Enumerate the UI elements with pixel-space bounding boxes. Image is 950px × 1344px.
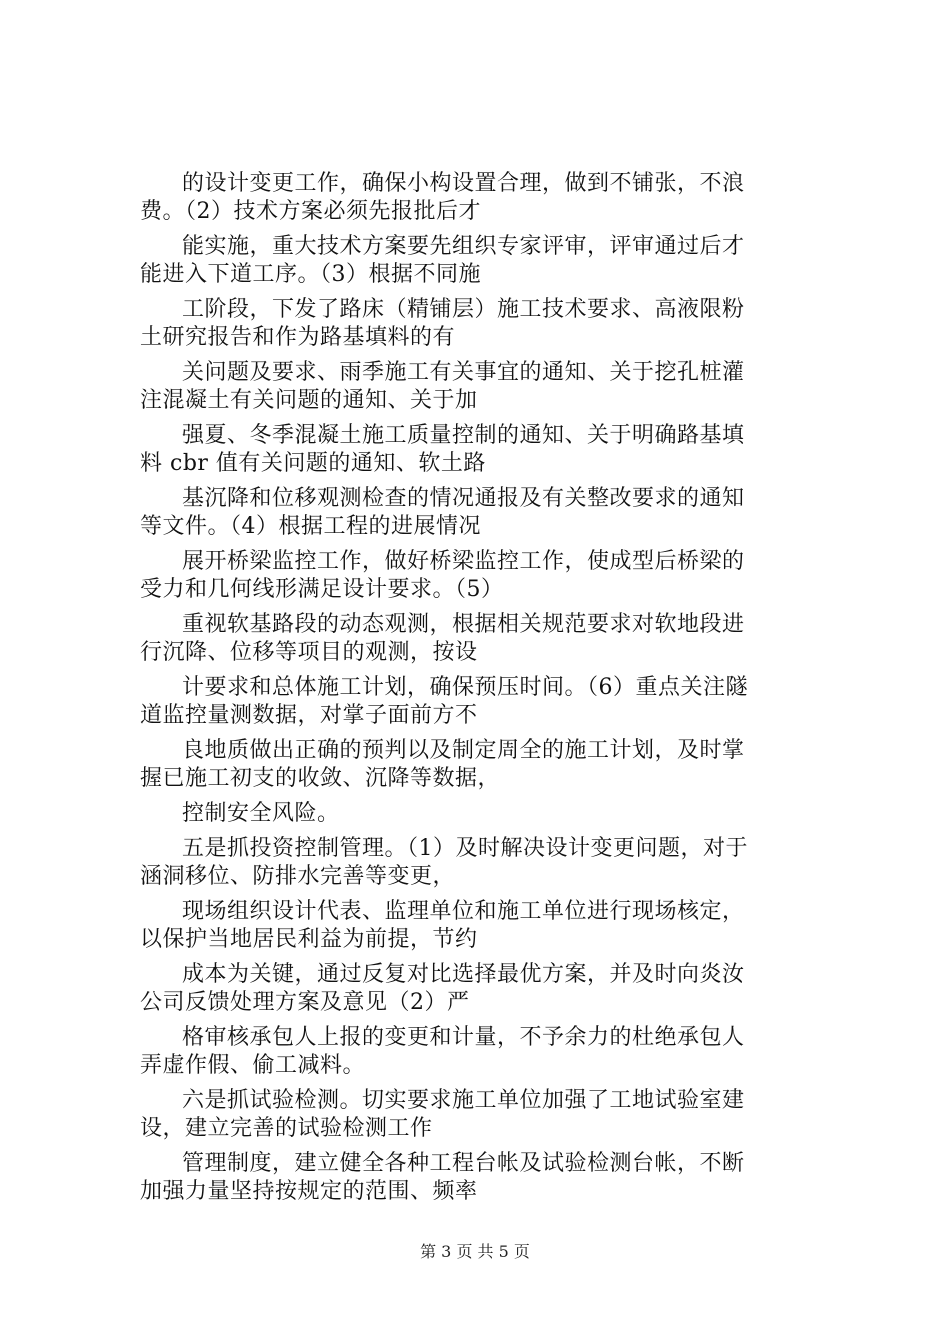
text-line: 控制安全风险。 xyxy=(182,801,340,826)
text-line: 以保护当地居民利益为前提，节约 xyxy=(140,927,478,952)
text-line: 涵洞移位、防排水完善等变更， xyxy=(140,864,456,889)
text-line: 计要求和总体施工计划，确保预压时间。（6）重点关注隧 xyxy=(182,675,748,700)
text-line: 弄虚作假、偷工减料。 xyxy=(140,1053,366,1078)
text-line: 管理制度，建立健全各种工程台帐及试验检测台帐，不断 xyxy=(182,1151,745,1176)
text-line: 强夏、冬季混凝土施工质量控制的通知、关于明确路基填 xyxy=(182,423,745,448)
text-line: 等文件。（4）根据工程的进展情况 xyxy=(140,514,481,539)
page-number-footer: 第 3 页 共 5 页 xyxy=(420,1242,530,1261)
text-line: 能进入下道工序。（3）根据不同施 xyxy=(140,262,481,287)
text-line: 重视软基路段的动态观测，根据相关规范要求对软地段进 xyxy=(182,612,745,637)
text-line: 料 cbr 值有关问题的通知、软土路 xyxy=(140,451,486,476)
text-line: 设，建立完善的试验检测工作 xyxy=(140,1116,433,1141)
text-line: 展开桥梁监控工作，做好桥梁监控工作，使成型后桥梁的 xyxy=(182,549,745,574)
text-line: 格审核承包人上报的变更和计量，不予余力的杜绝承包人 xyxy=(182,1025,745,1050)
text-line: 的设计变更工作，确保小构设置合理，做到不铺张，不浪 xyxy=(182,171,745,196)
text-line: 能实施，重大技术方案要先组织专家评审，评审通过后才 xyxy=(182,234,745,259)
document-body xyxy=(140,170,840,1206)
text-line: 土研究报告和作为路基填料的有 xyxy=(140,325,456,350)
text-line: 六是抓试验检测。切实要求施工单位加强了工地试验室建 xyxy=(182,1088,745,1113)
text-line: 现场组织设计代表、监理单位和施工单位进行现场核定， xyxy=(182,899,745,924)
text-line: 握已施工初支的收敛、沉降等数据， xyxy=(140,766,501,791)
text-line: 良地质做出正确的预判以及制定周全的施工计划，及时掌 xyxy=(182,738,745,763)
text-line: 公司反馈处理方案及意见（2）严 xyxy=(140,990,470,1015)
text-line: 注混凝土有关问题的通知、关于加 xyxy=(140,388,478,413)
text-line: 成本为关键，通过反复对比选择最优方案，并及时向炎汝 xyxy=(182,962,745,987)
text-line: 行沉降、位移等项目的观测，按设 xyxy=(140,640,478,665)
text-line: 基沉降和位移观测检查的情况通报及有关整改要求的通知 xyxy=(182,486,745,511)
text-line: 道监控量测数据，对掌子面前方不 xyxy=(140,703,478,728)
text-line: 关问题及要求、雨季施工有关事宜的通知、关于挖孔桩灌 xyxy=(182,360,745,385)
text-line: 五是抓投资控制管理。（1）及时解决设计变更问题，对于 xyxy=(182,836,748,861)
text-line: 加强力量坚持按规定的范围、频率 xyxy=(140,1179,478,1204)
text-line: 费。（2）技术方案必须先报批后才 xyxy=(140,199,481,224)
text-line: 受力和几何线形满足设计要求。（5） xyxy=(140,577,504,602)
text-line: 工阶段，下发了路床（精铺层）施工技术要求、高液限粉 xyxy=(182,297,745,322)
